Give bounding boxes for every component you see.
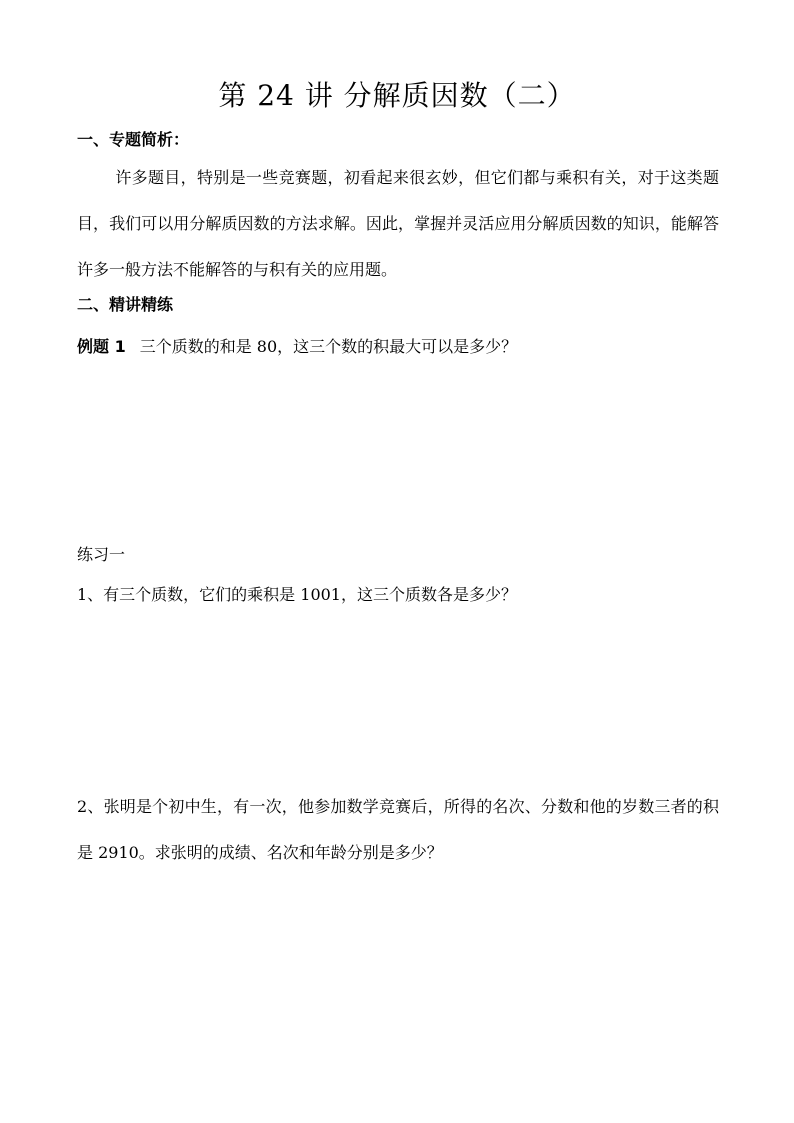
page-title: 第 24 讲 分解质因数（二）: [218, 79, 576, 112]
example-1-text: 三个质数的和是 80，这三个数的积最大可以是多少？: [139, 337, 518, 356]
analysis-paragraph-text: 许多题目，特别是一些竞赛题，初看起来很玄妙，但它们都与乘积有关，对于这类题目，我们可以用分解质因数的方法求解。因此，掌握并灵活应用分解质因数的知识，能解答许多一般方法不能解答的与积有关的应用题。: [77, 168, 719, 279]
example-1: [77, 334, 517, 360]
example-1-label: 例题 1: [77, 337, 126, 356]
section-heading-analysis: 一、专题简析：: [77, 130, 190, 149]
practice-1-question-1: 1、有三个质数，它们的乘积是 1001，这三个质数各是多少？: [77, 585, 517, 604]
practice-1-question-2: 2、张明是个初中生，有一次，他参加数学竞赛后，所得的名次、分数和他的岁数三者的积是 2910。求张明的成绩、名次和年龄分别是多少？: [77, 797, 719, 862]
analysis-paragraph: [77, 155, 719, 293]
section-heading-practice: 二、精讲精练: [77, 295, 174, 314]
practice-1-heading: 练习一: [77, 545, 126, 564]
